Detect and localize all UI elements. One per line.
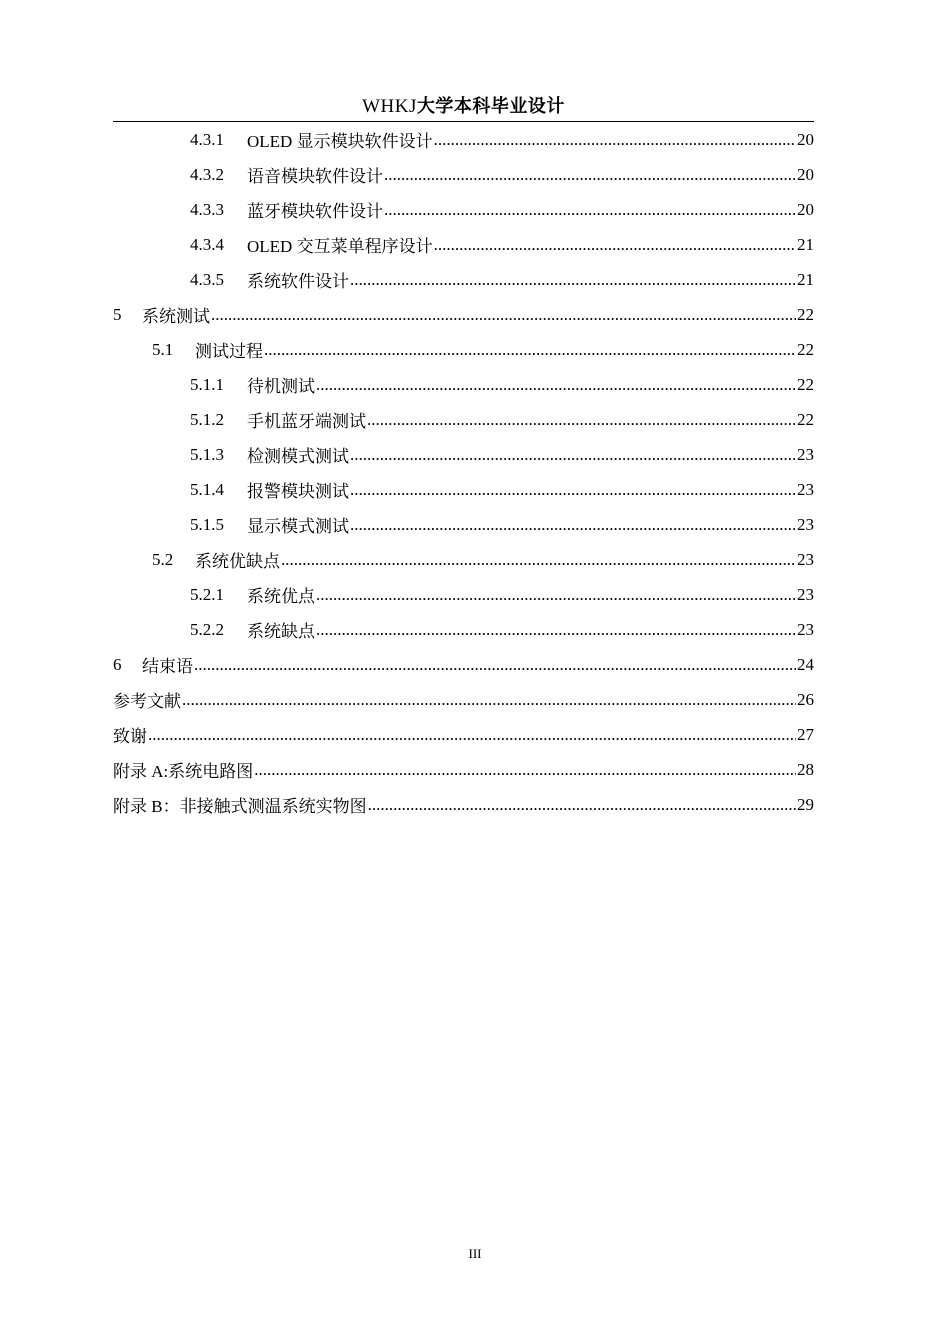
toc-entry-page: 22 — [797, 374, 814, 394]
toc-dot-leader — [434, 235, 796, 255]
toc-dot-leader — [368, 795, 796, 815]
toc-entry-number: 5 — [113, 304, 122, 324]
header-latin: WHKJ — [362, 96, 417, 117]
toc-entry-title: 参考文献 — [113, 692, 181, 711]
toc-entry-title: 系统优点 — [247, 587, 315, 606]
toc-entry-title: 致谢 — [113, 727, 147, 746]
toc-entry[interactable] — [113, 542, 814, 577]
toc-entry-number: 5.2.1 — [190, 584, 224, 604]
toc-entry-page: 22 — [797, 409, 814, 429]
toc-entry-page: 20 — [797, 164, 814, 184]
toc-entry[interactable] — [113, 507, 814, 542]
toc-entry[interactable] — [113, 787, 814, 822]
toc-entry-title: 系统优缺点 — [195, 552, 280, 571]
toc-entry-number: 5.1.2 — [190, 409, 224, 429]
toc-entry[interactable] — [113, 472, 814, 507]
toc-dot-leader — [350, 480, 796, 500]
toc-entry-title: 结束语 — [142, 657, 193, 676]
toc-entry[interactable] — [113, 332, 814, 367]
toc-entry-page: 26 — [797, 689, 814, 709]
toc-dot-leader — [254, 760, 796, 780]
page-header — [113, 93, 814, 122]
toc-entry[interactable] — [113, 297, 814, 332]
toc-entry-title: 显示模式测试 — [247, 517, 349, 536]
toc-dot-leader — [350, 515, 796, 535]
toc-entry-page: 21 — [797, 234, 814, 254]
page-number: III — [468, 1246, 482, 1261]
toc-entry-title: 报警模块测试 — [247, 482, 349, 501]
toc-entry-number: 4.3.3 — [190, 199, 224, 219]
toc-entry-title: OLED 交互菜单程序设计 — [247, 237, 433, 256]
toc-entry-page: 23 — [797, 514, 814, 534]
toc-entry-title: 蓝牙模块软件设计 — [247, 202, 383, 221]
toc-dot-leader — [281, 550, 796, 570]
toc-entry-number: 5.1.4 — [190, 479, 224, 499]
toc-dot-leader — [211, 305, 796, 325]
table-of-contents — [113, 122, 814, 822]
toc-entry-title: 语音模块软件设计 — [247, 167, 383, 186]
toc-dot-leader — [148, 725, 796, 745]
toc-entry-title: 检测模式测试 — [247, 447, 349, 466]
toc-entry-page: 29 — [797, 794, 814, 814]
toc-entry[interactable] — [113, 647, 814, 682]
toc-entry-title: 手机蓝牙端测试 — [247, 412, 366, 431]
toc-entry-page: 23 — [797, 444, 814, 464]
toc-entry-page: 27 — [797, 724, 814, 744]
toc-dot-leader — [367, 410, 796, 430]
toc-entry-title: OLED 显示模块软件设计 — [247, 132, 433, 151]
toc-entry[interactable] — [113, 717, 814, 752]
toc-entry-number: 5.1.5 — [190, 514, 224, 534]
header-title: 大学本科毕业设计 — [416, 96, 565, 117]
toc-entry[interactable] — [113, 192, 814, 227]
toc-dot-leader — [350, 270, 796, 290]
toc-entry[interactable] — [113, 262, 814, 297]
toc-entry-number: 4.3.5 — [190, 269, 224, 289]
toc-entry-number: 5.2.2 — [190, 619, 224, 639]
toc-dot-leader — [316, 375, 796, 395]
toc-entry-number: 5.1.1 — [190, 374, 224, 394]
toc-dot-leader — [434, 130, 796, 150]
toc-entry-number: 5.1.3 — [190, 444, 224, 464]
toc-entry-page: 23 — [797, 584, 814, 604]
toc-dot-leader — [194, 655, 796, 675]
toc-entry[interactable] — [113, 367, 814, 402]
toc-entry[interactable] — [113, 227, 814, 262]
toc-entry[interactable] — [113, 437, 814, 472]
toc-entry-number: 4.3.2 — [190, 164, 224, 184]
toc-entry-page: 22 — [797, 304, 814, 324]
toc-entry-number: 5.2 — [152, 549, 174, 569]
toc-entry[interactable] — [113, 752, 814, 787]
toc-entry[interactable] — [113, 577, 814, 612]
toc-entry-title: 待机测试 — [247, 377, 315, 396]
toc-entry[interactable] — [113, 682, 814, 717]
toc-dot-leader — [316, 620, 796, 640]
toc-dot-leader — [316, 585, 796, 605]
toc-entry-page: 22 — [797, 339, 814, 359]
toc-entry[interactable] — [113, 122, 814, 157]
toc-entry-number: 6 — [113, 654, 122, 674]
toc-entry-title: 系统缺点 — [247, 622, 315, 641]
toc-entry-title: 附录 A:系统电路图 — [113, 762, 254, 781]
toc-entry-number: 4.3.4 — [190, 234, 224, 254]
toc-entry-title: 测试过程 — [195, 342, 263, 361]
toc-entry-title: 系统测试 — [142, 307, 210, 326]
toc-entry[interactable] — [113, 612, 814, 647]
toc-entry-title: 附录 B：非接触式测温系统实物图 — [113, 797, 367, 816]
toc-dot-leader — [182, 690, 796, 710]
toc-entry-page: 23 — [797, 619, 814, 639]
toc-entry-title: 系统软件设计 — [247, 272, 349, 291]
toc-entry[interactable] — [113, 157, 814, 192]
toc-entry-number: 5.1 — [152, 339, 174, 359]
toc-entry-page: 20 — [797, 199, 814, 219]
toc-entry-number: 4.3.1 — [190, 129, 224, 149]
toc-dot-leader — [350, 445, 796, 465]
toc-entry-page: 24 — [797, 654, 814, 674]
toc-entry[interactable] — [113, 402, 814, 437]
toc-entry-page: 20 — [797, 129, 814, 149]
toc-entry-page: 23 — [797, 549, 814, 569]
toc-dot-leader — [384, 165, 796, 185]
toc-entry-page: 21 — [797, 269, 814, 289]
toc-dot-leader — [384, 200, 796, 220]
toc-entry-page: 28 — [797, 759, 814, 779]
toc-dot-leader — [264, 340, 796, 360]
toc-entry-page: 23 — [797, 479, 814, 499]
